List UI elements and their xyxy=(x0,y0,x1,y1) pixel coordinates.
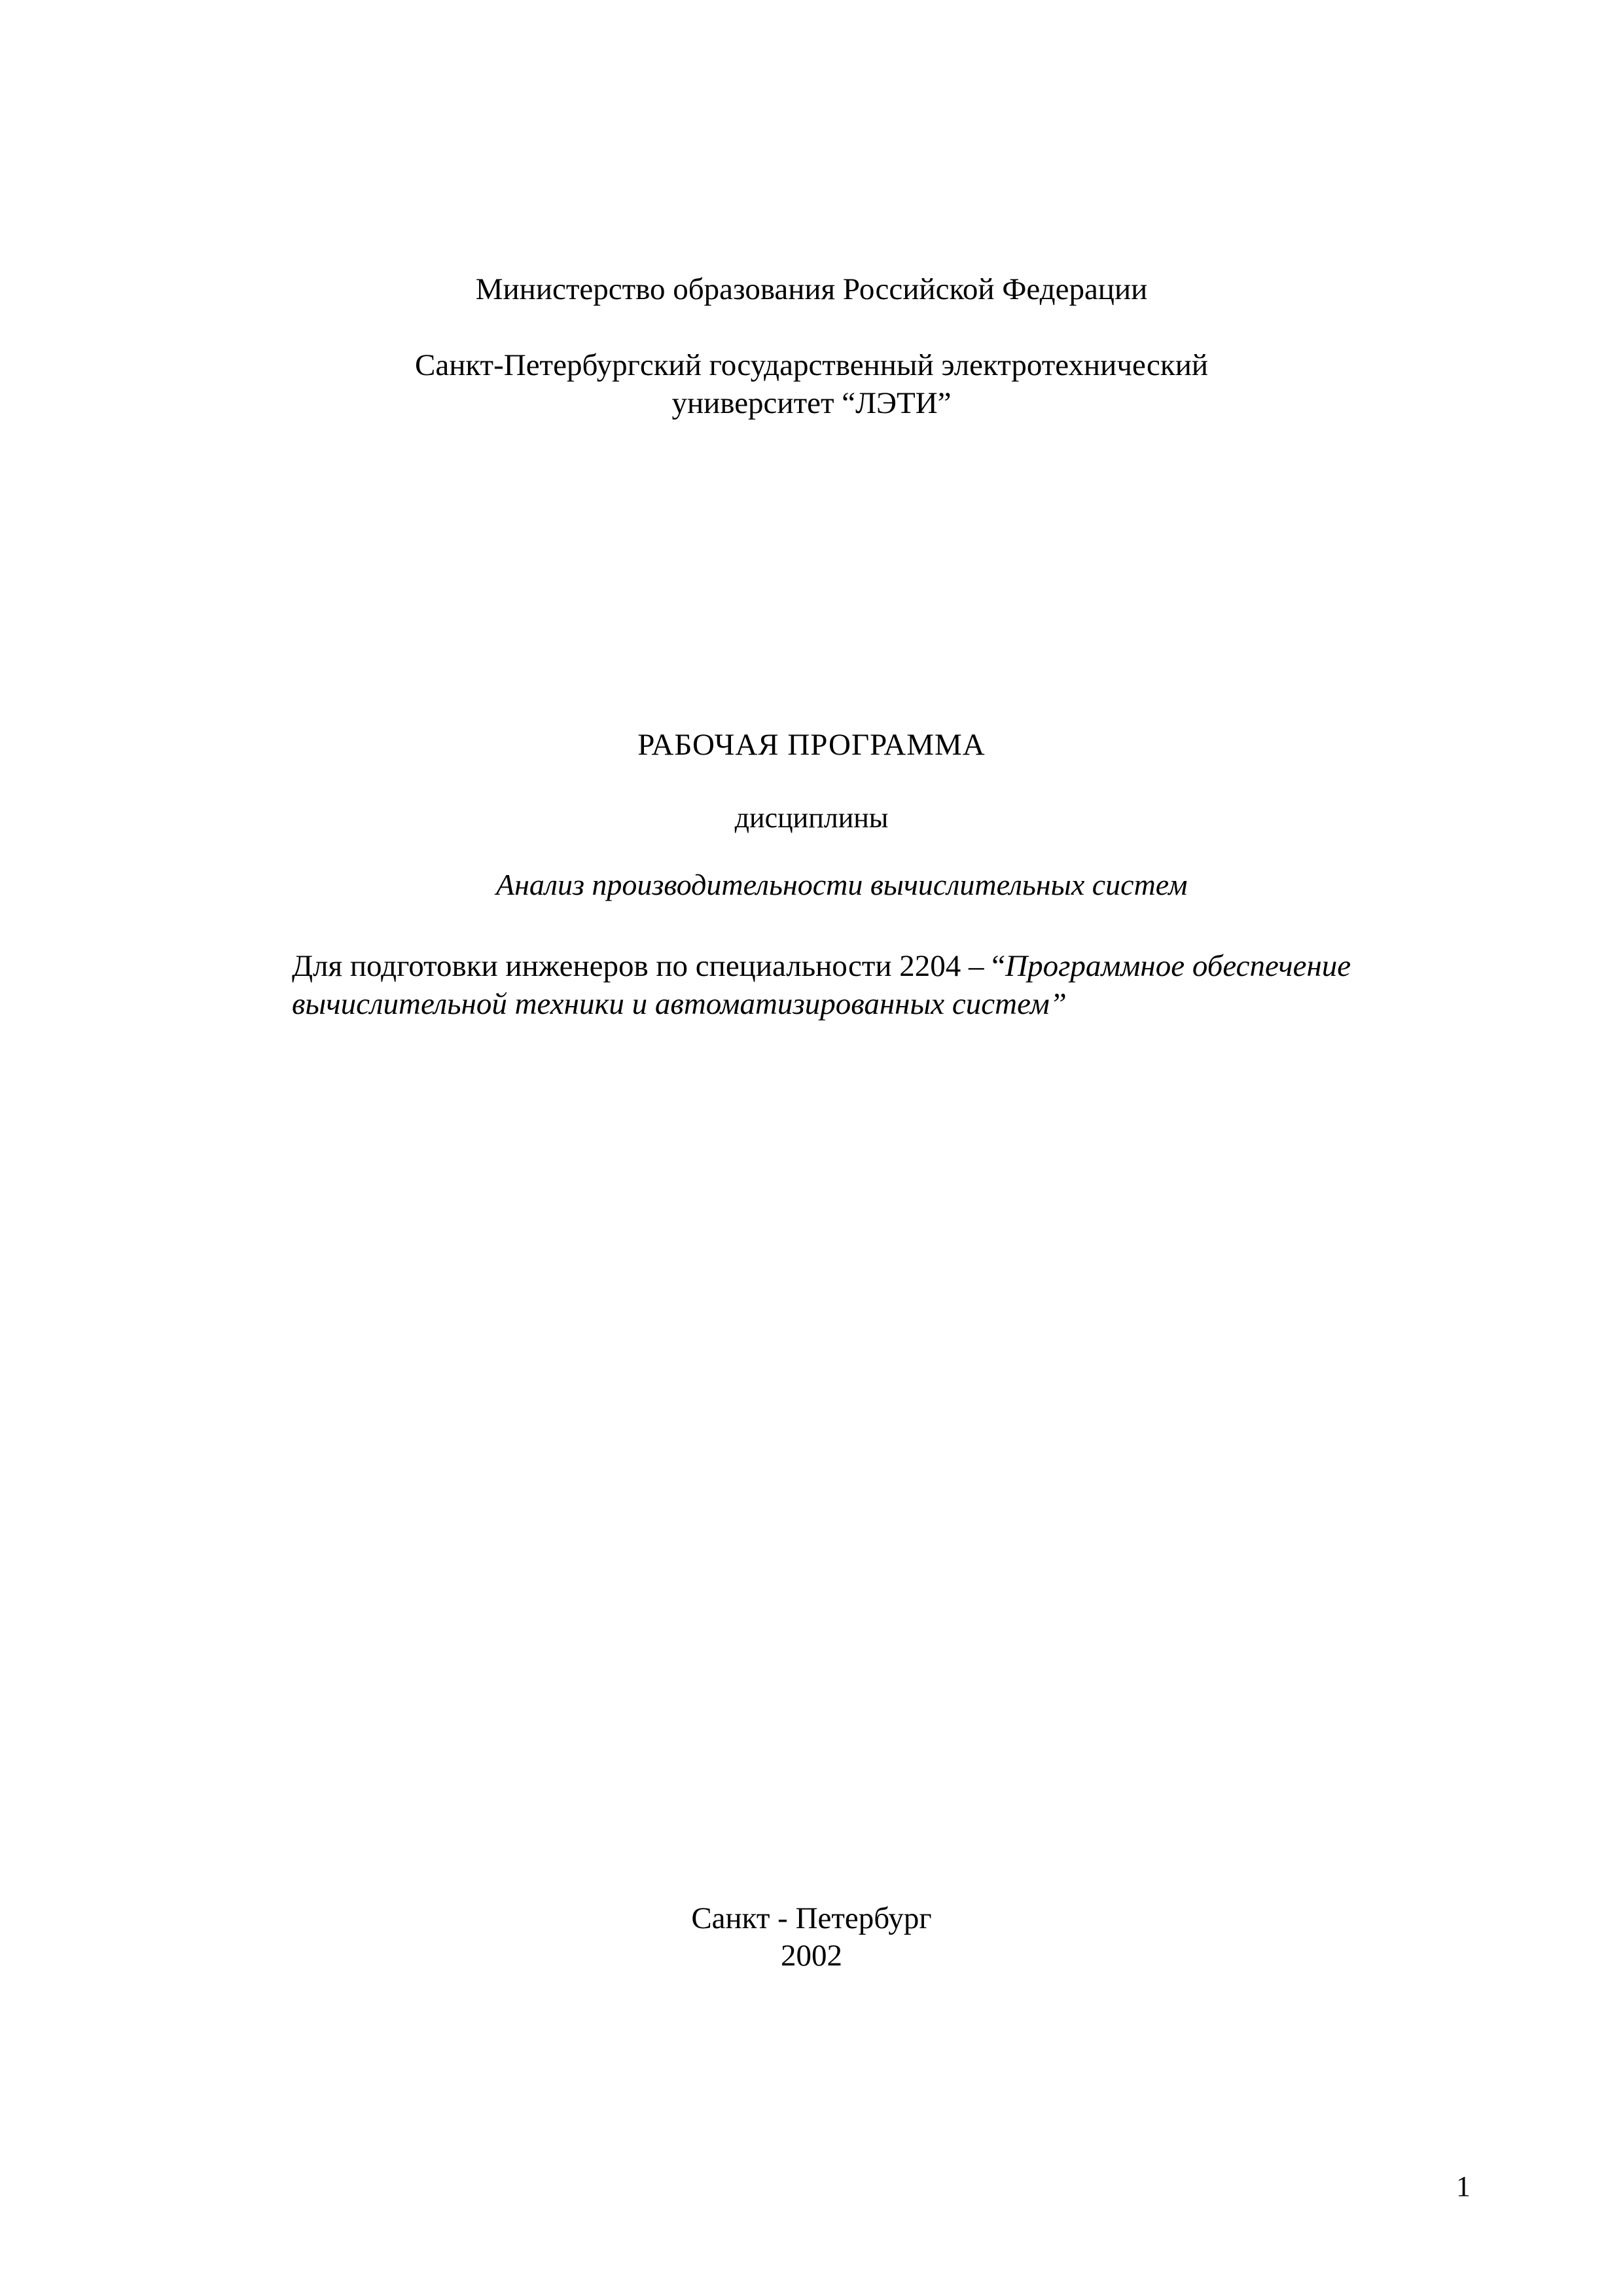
ministry-name: Министерство образования Российской Федерации xyxy=(475,272,1148,306)
document-type-title: РАБОЧАЯ ПРОГРАММА xyxy=(637,728,986,762)
purpose-prefix: Для подготовки инженеров по специальности 2204 – “ xyxy=(292,949,1006,983)
discipline-name: Анализ производительности вычислительных систем xyxy=(496,868,1188,901)
purpose-line1 xyxy=(292,948,1351,984)
university-name-line1: Санкт-Петербургский государственный электротехнический xyxy=(414,348,1209,382)
document-subtitle: дисциплины xyxy=(734,802,889,834)
page-number: 1 xyxy=(1456,2170,1471,2202)
university-name-line2: университет “ЛЭТИ” xyxy=(671,386,952,420)
specialty-name-part1: Программное обеспечение xyxy=(1005,949,1351,983)
year: 2002 xyxy=(781,1939,842,1973)
specialty-name-part2: вычислительной техники и автоматизированных систем” xyxy=(292,987,1067,1021)
city: Санкт - Петербург xyxy=(691,1901,932,1935)
